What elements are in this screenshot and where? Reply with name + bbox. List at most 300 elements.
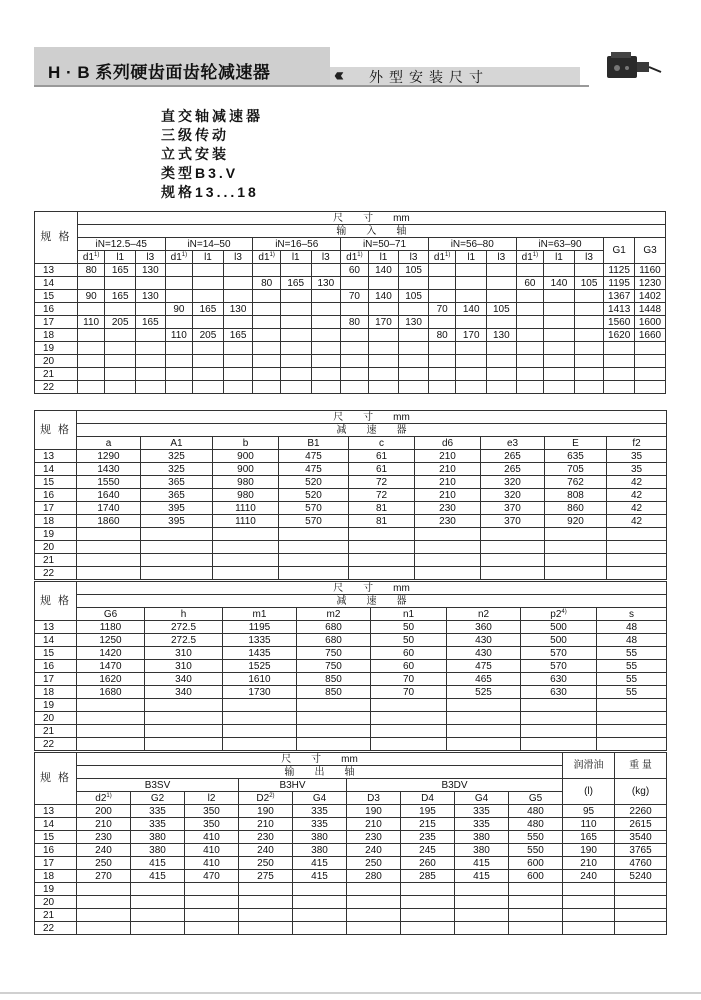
output-shaft-row [35,870,667,883]
value-cell [193,290,224,303]
value-cell: 140 [368,290,399,303]
value-cell: 60 [516,277,544,290]
value-cell [455,909,509,922]
spec-cell: 19 [35,528,77,541]
reducer-dims-table-2 [34,581,667,751]
value-cell: 250 [77,857,131,870]
group-b3sv: B3SV [77,779,239,792]
value-cell: 1250 [77,634,145,647]
value-cell [574,329,604,342]
value-cell: 1620 [77,673,145,686]
value-cell [415,541,481,554]
value-cell: 380 [293,844,347,857]
value-cell [487,264,517,277]
value-cell: 280 [347,870,401,883]
value-cell [544,303,575,316]
value-cell [574,355,604,368]
value-cell [487,381,517,394]
value-cell [136,277,166,290]
value-cell [293,909,347,922]
value-cell: 465 [447,673,521,686]
output-shaft-row [35,805,667,818]
value-cell [456,316,487,329]
value-cell [487,290,517,303]
value-cell [193,381,224,394]
input-shaft-row [35,303,666,316]
value-cell [447,725,521,738]
value-cell [399,277,429,290]
output-shaft-row [35,922,667,935]
col-d1-note: 1) [269,251,275,258]
value-cell [516,355,544,368]
value-cell: 980 [213,489,279,502]
value-cell: 415 [131,857,185,870]
col-d1-note: 1) [181,251,188,258]
input-shaft-row [35,329,666,342]
reducer-2-row [35,647,667,660]
value-cell [77,368,105,381]
value-cell [341,277,369,290]
output-shaft-row [35,883,667,896]
value-cell [428,316,456,329]
value-cell: 55 [597,647,667,660]
value-cell: 480 [509,805,563,818]
spec-cell: 19 [35,883,77,896]
value-cell [311,303,341,316]
reducer-dims-table-1 [34,410,667,580]
value-cell [597,725,667,738]
value-cell [341,303,369,316]
value-cell: 860 [545,502,607,515]
spec-cell: 18 [35,515,77,528]
value-cell [371,699,447,712]
value-cell [455,883,509,896]
output-shaft-row [35,844,667,857]
value-cell [368,329,399,342]
col-g1: G1 [604,238,635,264]
value-cell: 165 [223,329,253,342]
col-h: h [145,608,223,621]
value-cell [131,896,185,909]
value-cell [213,554,279,567]
value-cell [239,909,293,922]
value-cell: 61 [349,463,415,476]
value-cell: 808 [545,489,607,502]
col-n1: n1 [371,608,447,621]
col-b: b [213,437,279,450]
value-cell [280,368,311,381]
value-cell: 4760 [615,857,667,870]
value-cell [428,264,456,277]
value-cell [223,290,253,303]
value-cell: 70 [371,686,447,699]
value-cell: 365 [141,476,213,489]
value-cell: 1620 [604,329,635,342]
value-cell [165,355,193,368]
value-cell: 70 [341,290,369,303]
value-cell: 110 [563,818,615,831]
value-cell [368,381,399,394]
value-cell [165,290,193,303]
value-cell [77,329,105,342]
value-cell: 350 [185,805,239,818]
value-cell: 380 [131,831,185,844]
spec-cell: 13 [35,264,78,277]
value-cell: 55 [597,686,667,699]
col-g5-8: G5 [509,792,563,805]
value-cell [253,355,281,368]
spec-cell: 17 [35,316,78,329]
reducer-1-row [35,489,667,502]
reducer-2-row [35,660,667,673]
value-cell: 850 [297,686,371,699]
input-shaft-row [35,342,666,355]
value-cell [297,699,371,712]
value-cell [401,896,455,909]
value-cell [574,316,604,329]
col-g4-7: G4 [455,792,509,805]
value-cell: 1525 [223,660,297,673]
value-cell: 72 [349,476,415,489]
value-cell: 70 [371,673,447,686]
value-cell: 380 [455,844,509,857]
value-cell [311,342,341,355]
value-cell [455,896,509,909]
ratio-group-3: iN=16–56 [253,238,341,251]
value-cell [77,528,141,541]
spec-cell: 21 [35,368,78,381]
value-cell: 475 [279,463,349,476]
value-cell [347,909,401,922]
value-cell: 335 [131,805,185,818]
value-cell: 60 [371,647,447,660]
ratio-group-1: iN=12.5–45 [77,238,165,251]
value-cell: 630 [521,686,597,699]
value-cell: 480 [509,818,563,831]
value-cell: 320 [481,476,545,489]
reducer-2-row [35,725,667,738]
value-cell: 340 [145,686,223,699]
value-cell [563,909,615,922]
col-e: E [545,437,607,450]
value-cell: 1160 [634,264,665,277]
ratio-group-5: iN=56–80 [428,238,516,251]
value-cell: 42 [607,476,667,489]
value-cell: 165 [563,831,615,844]
value-cell: 430 [447,647,521,660]
value-cell [415,554,481,567]
col-d1-note: 1) [532,251,539,258]
value-cell [447,712,521,725]
value-cell [165,381,193,394]
value-cell: 210 [77,818,131,831]
value-cell: 80 [341,316,369,329]
title-line-2: 三级传动 [161,127,229,143]
group-b3dv: B3DV [347,779,563,792]
value-cell [223,316,253,329]
value-cell: 415 [293,870,347,883]
value-cell: 520 [279,489,349,502]
reducer-2-row [35,621,667,634]
value-cell: 80 [428,329,456,342]
value-cell [239,883,293,896]
col-d2-0: d2$^{1)}$ [77,792,131,805]
value-cell: 335 [455,805,509,818]
col-l3: l3 [136,251,166,264]
value-cell: 240 [77,844,131,857]
value-cell: 80 [253,277,281,290]
col-c: c [349,437,415,450]
value-cell [311,264,341,277]
value-cell [185,883,239,896]
value-cell [279,541,349,554]
value-cell [544,342,575,355]
value-cell [544,329,575,342]
value-cell: 325 [141,450,213,463]
value-cell [544,316,575,329]
value-cell: 310 [145,660,223,673]
value-cell [77,342,105,355]
value-cell: 395 [141,515,213,528]
col-l1: l1 [193,251,224,264]
value-cell [141,567,213,580]
value-cell [487,355,517,368]
value-cell: 410 [185,844,239,857]
value-cell: 170 [456,329,487,342]
value-cell [509,883,563,896]
col-d1: d1$^{1)}$ [77,251,105,264]
value-cell [368,368,399,381]
col-d1-note: 1) [94,251,100,258]
value-cell: 1560 [604,316,635,329]
value-cell [481,554,545,567]
value-cell: 140 [544,277,575,290]
value-cell [447,699,521,712]
value-cell [634,368,665,381]
spec-cell: 20 [35,355,78,368]
col-n2: n2 [447,608,521,621]
value-cell [145,738,223,751]
input-shaft-header: 输 入 轴 [77,225,665,238]
value-cell: 210 [347,818,401,831]
value-cell [634,355,665,368]
spec-cell: 13 [35,450,77,463]
value-cell [604,368,635,381]
value-cell [311,316,341,329]
value-cell [77,355,105,368]
reducer-2-row [35,686,667,699]
value-cell [105,342,136,355]
value-cell [193,355,224,368]
value-cell: 275 [239,870,293,883]
title-line-4: 类型B3.V [161,165,239,181]
value-cell [456,355,487,368]
value-cell: 190 [347,805,401,818]
value-cell: 1470 [77,660,145,673]
reducer-2-row [35,699,667,712]
output-shaft-row [35,831,667,844]
value-cell: 130 [136,264,166,277]
value-cell [311,355,341,368]
value-cell [516,329,544,342]
spec-cell: 21 [35,554,77,567]
value-cell [597,699,667,712]
value-cell [544,264,575,277]
value-cell [293,896,347,909]
value-cell [223,277,253,290]
col-d1: d1$^{1)}$ [341,251,369,264]
value-cell [415,567,481,580]
value-cell: 500 [521,621,597,634]
spec-cell: 21 [35,725,77,738]
value-cell [223,381,253,394]
value-cell [341,342,369,355]
value-cell [165,316,193,329]
col-l1: l1 [456,251,487,264]
spec-cell: 15 [35,647,77,660]
value-cell [280,264,311,277]
value-cell [456,290,487,303]
value-cell [213,567,279,580]
value-cell: 570 [279,502,349,515]
value-cell: 1740 [77,502,141,515]
value-cell [145,712,223,725]
reducer-1-row [35,567,667,580]
value-cell: 50 [371,621,447,634]
value-cell [253,329,281,342]
value-cell [456,381,487,394]
value-cell: 240 [563,870,615,883]
value-cell: 272.5 [145,621,223,634]
value-cell: 210 [415,476,481,489]
value-cell [368,303,399,316]
col-l1: l1 [368,251,399,264]
value-cell [280,355,311,368]
value-cell: 1680 [77,686,145,699]
value-cell: 370 [481,515,545,528]
value-cell: 165 [105,264,136,277]
value-cell [253,381,281,394]
col-f2: f2 [607,437,667,450]
value-cell [456,368,487,381]
value-cell [371,725,447,738]
weight-unit: (kg) [615,779,667,805]
value-cell: 1195 [223,621,297,634]
value-cell [213,541,279,554]
value-cell: 250 [239,857,293,870]
value-cell [105,355,136,368]
value-cell: 1413 [604,303,635,316]
value-cell: 340 [145,673,223,686]
input-shaft-row [35,368,666,381]
value-cell [293,883,347,896]
value-cell [223,264,253,277]
dims-header: 尺 寸 mm [77,212,665,225]
col-p2: p2$^{4)}$ [521,608,597,621]
value-cell: 600 [509,857,563,870]
value-cell: 48 [597,621,667,634]
value-cell: 335 [455,818,509,831]
value-cell [428,277,456,290]
value-cell [253,264,281,277]
value-cell [604,342,635,355]
value-cell [131,883,185,896]
value-cell: 55 [597,660,667,673]
value-cell: 81 [349,515,415,528]
value-cell [521,712,597,725]
value-cell: 245 [401,844,455,857]
value-cell: 230 [415,502,481,515]
value-cell: 1290 [77,450,141,463]
input-shaft-row [35,381,666,394]
value-cell [223,725,297,738]
col-a1: A1 [141,437,213,450]
footer-divider [0,992,701,994]
value-cell [481,567,545,580]
value-cell [574,342,604,355]
value-cell: 1110 [213,515,279,528]
value-cell [311,368,341,381]
spec-cell: 14 [35,277,78,290]
value-cell [563,883,615,896]
spec-label: 规 格 [35,753,77,805]
spec-cell: 21 [35,909,77,922]
output-shaft-row [35,896,667,909]
value-cell: 1335 [223,634,297,647]
value-cell [545,567,607,580]
value-cell: 105 [574,277,604,290]
chevrons-icon: ‹‹‹ [334,65,340,85]
value-cell [607,528,667,541]
value-cell: 72 [349,489,415,502]
value-cell: 250 [347,857,401,870]
value-cell [131,909,185,922]
value-cell: 140 [368,264,399,277]
value-cell [597,738,667,751]
output-shaft-row [35,857,667,870]
col-g2-1: G2 [131,792,185,805]
value-cell: 42 [607,515,667,528]
reducer-2-row [35,673,667,686]
value-cell: 1610 [223,673,297,686]
reducer-1-row [35,476,667,489]
value-cell: 320 [481,489,545,502]
col-d4-6: D4 [401,792,455,805]
spec-cell: 22 [35,922,77,935]
value-cell: 230 [347,831,401,844]
value-cell: 570 [521,660,597,673]
value-cell: 750 [297,647,371,660]
value-cell: 335 [131,818,185,831]
col-g4-4: G4 [293,792,347,805]
value-cell [615,896,667,909]
value-cell [615,883,667,896]
col-g6: G6 [77,608,145,621]
value-cell: 235 [401,831,455,844]
spec-label: 规 格 [35,582,77,621]
value-cell: 1600 [634,316,665,329]
value-cell: 1448 [634,303,665,316]
value-cell: 1860 [77,515,141,528]
value-cell: 70 [428,303,456,316]
col-e3: e3 [481,437,545,450]
value-cell: 365 [141,489,213,502]
col-l1: l1 [544,251,575,264]
value-cell: 410 [185,831,239,844]
value-cell: 370 [481,502,545,515]
output-shaft-header: 输 出 轴 [77,766,563,779]
value-cell: 210 [415,489,481,502]
